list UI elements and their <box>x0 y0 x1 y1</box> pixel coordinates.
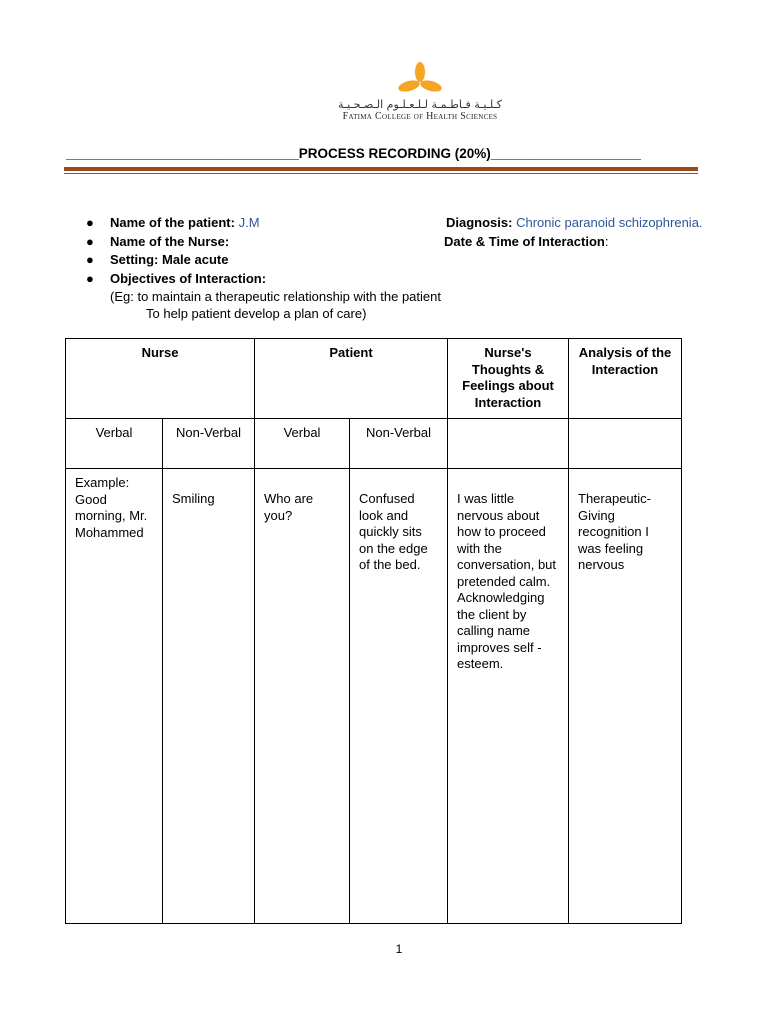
nurse-name-line <box>110 233 229 251</box>
bullet: ● <box>86 215 94 230</box>
setting-label: Setting: Male acute <box>110 252 229 267</box>
subheader-patient-nonverbal: Non-Verbal <box>350 419 448 469</box>
cell-patient-nonverbal: Confused look and quickly sits on the edge of the bed. <box>350 469 448 924</box>
subheader-patient-verbal: Verbal <box>255 419 350 469</box>
diagnosis-label: Diagnosis: <box>446 215 513 230</box>
cell-thoughts: I was little nervous about how to proceed with the conversation, but pretended calm. Acknowledging the client by calling name improves self - esteem. <box>448 469 569 924</box>
petal-logo-icon <box>397 62 443 96</box>
diagnosis-line <box>446 214 703 232</box>
datetime-line <box>444 233 608 251</box>
subheader-empty-analysis <box>569 419 682 469</box>
page-title: _______________________________PROCESS RECORDING (20%)____________________ <box>66 146 641 161</box>
header-nurse: Nurse <box>66 339 255 419</box>
cell-nurse-nonverbal: Smiling <box>163 469 255 924</box>
objective-example-1: (Eg: to maintain a therapeutic relationship with the patient <box>110 289 441 304</box>
subheader-nurse-verbal: Verbal <box>66 419 163 469</box>
subheader-empty-thoughts <box>448 419 569 469</box>
title-rule <box>64 167 698 171</box>
objective-example-2: To help patient develop a plan of care) <box>146 306 367 321</box>
header-patient: Patient <box>255 339 448 419</box>
datetime-label: Date & Time of Interaction <box>444 234 605 249</box>
page-number: 1 <box>395 942 403 956</box>
objectives-line <box>110 270 266 288</box>
bullet: ● <box>86 234 94 249</box>
cell-patient-verbal: Who are you? <box>255 469 350 924</box>
patient-name-line <box>110 214 260 232</box>
table-subheader-row <box>66 419 682 469</box>
nurse-name-label: Name of the Nurse: <box>110 234 230 249</box>
table-row <box>66 469 682 924</box>
college-logo <box>320 62 520 132</box>
logo-english-text: Fatima College of Health Sciences <box>342 111 498 122</box>
objectives-label: Objectives of Interaction: <box>110 271 267 286</box>
header-thoughts: Nurse's Thoughts & Feelings about Interaction <box>448 339 569 419</box>
title-rule-thin <box>64 173 698 174</box>
process-recording-table <box>65 338 682 924</box>
table-header-row <box>66 339 682 419</box>
cell-analysis: Therapeutic- Giving recognition I was feeling nervous <box>569 469 682 924</box>
cell-nurse-verbal: Example: Good morning, Mr. Mohammed <box>66 469 163 924</box>
diagnosis-value: Chronic paranoid schizophrenia. <box>516 215 703 230</box>
setting-line <box>110 251 228 269</box>
bullet: ● <box>86 252 94 267</box>
datetime-colon: : <box>604 234 609 249</box>
patient-name-value: J.M <box>238 215 260 230</box>
patient-name-label: Name of the patient: <box>110 215 235 230</box>
subheader-nurse-nonverbal: Non-Verbal <box>163 419 255 469</box>
bullet: ● <box>86 271 94 286</box>
header-analysis: Analysis of the Interaction <box>569 339 682 419</box>
logo-arabic-text: كـلـيـة فـاطـمـة لـلـعـلـوم الـصـحـيـة <box>337 98 503 111</box>
